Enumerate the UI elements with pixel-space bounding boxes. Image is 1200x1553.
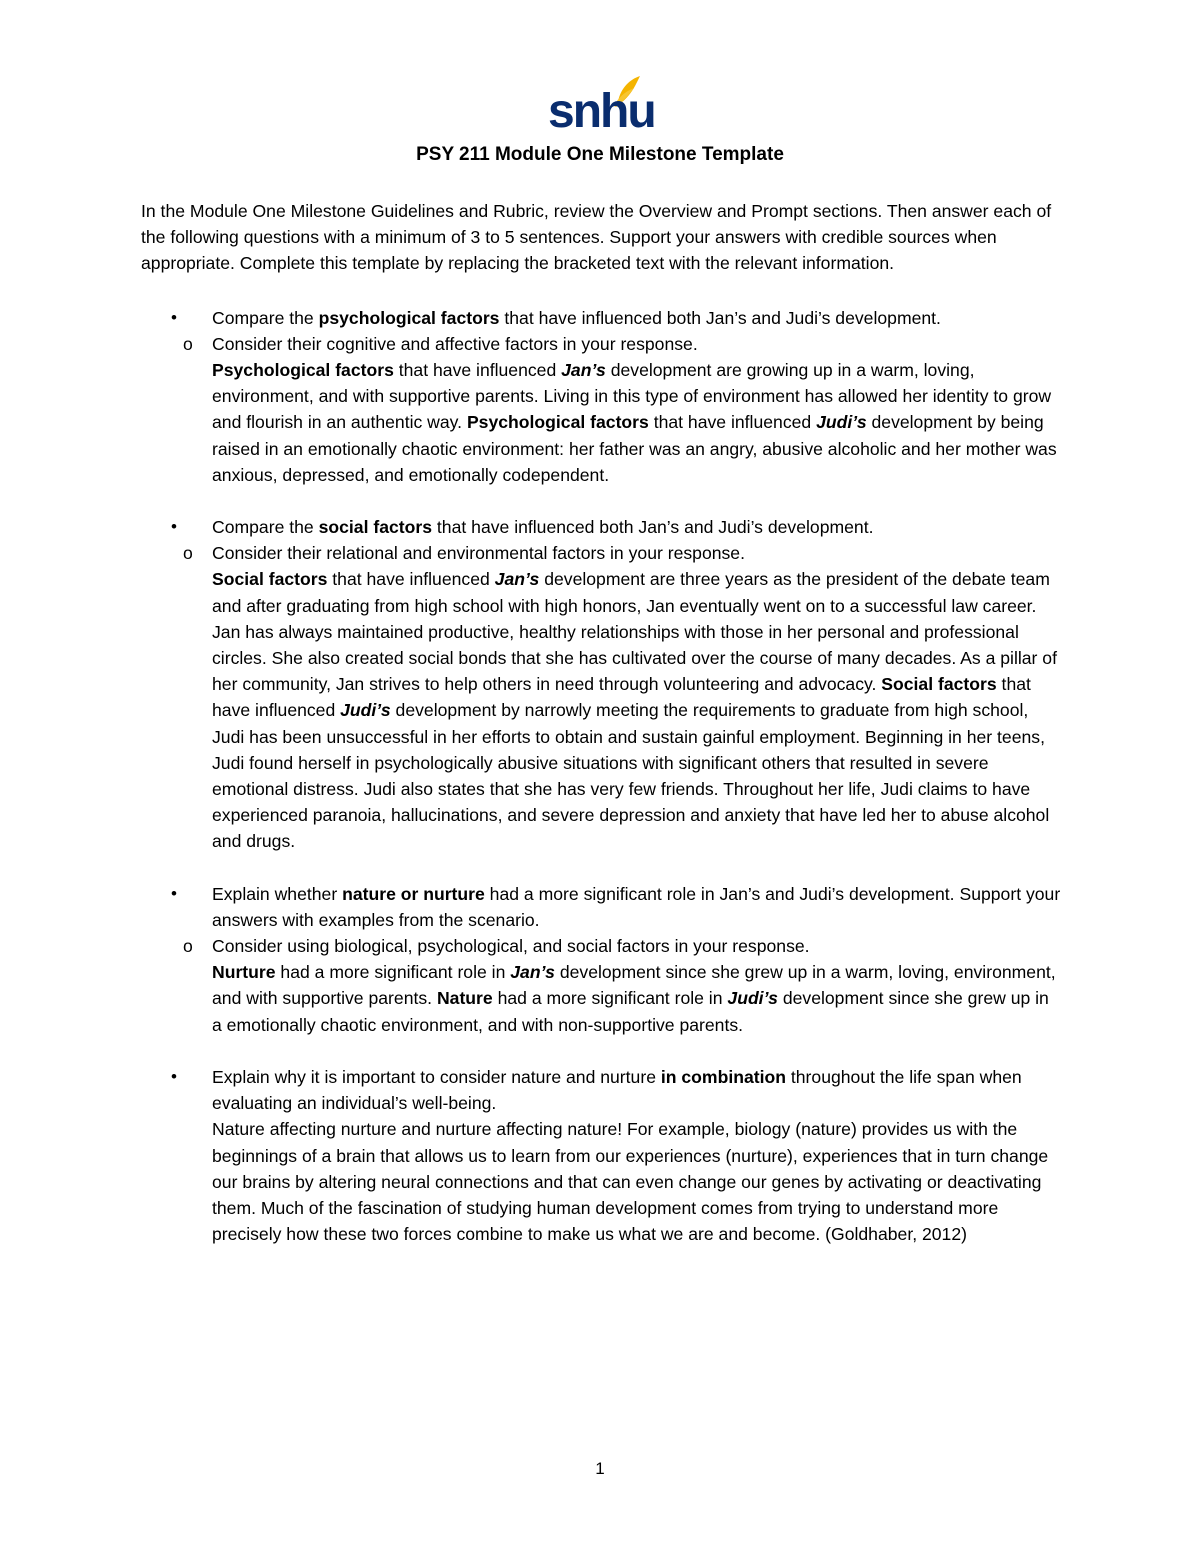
- question-text-bold: social factors: [318, 517, 433, 538]
- answer-text: that have influenced: [327, 569, 495, 590]
- answer-3: [141, 959, 1061, 1038]
- answer-bold: Social factors: [212, 569, 328, 590]
- answer-text: development since she grew up in a emotionally chaotic environment, and with non-supportive parents.: [212, 988, 1049, 1035]
- question-text-bold: nature or nurture: [342, 883, 485, 904]
- sub-prompt-text: Consider using biological, psychological, and social factors in your response.: [212, 936, 810, 957]
- answer-bold: Nature: [436, 988, 493, 1009]
- question-section-2: [141, 514, 1061, 855]
- question-text-post: that have influenced both Jan’s and Judi’s development.: [499, 307, 941, 328]
- answer-bold-italic: Jan’s: [510, 962, 555, 983]
- answer-bold-italic: Judi’s: [816, 412, 867, 433]
- bullet-icon: •: [171, 517, 177, 537]
- question-section-4: [141, 1064, 1061, 1247]
- answer-bold-italic: Judi’s: [727, 988, 778, 1009]
- answer-text: had a more significant role in: [275, 962, 511, 983]
- sub-prompt-3: [141, 933, 1061, 959]
- question-text-pre: Compare the: [212, 307, 319, 328]
- bullet-icon: •: [171, 307, 177, 327]
- sub-bullet-icon: o: [183, 936, 193, 957]
- answer-text: development by narrowly meeting the requirements to graduate from high school, Judi has been unsuccessful in her efforts to obtain and sustain gainful employment. Beginning in her teens, Judi found herself in psychologically abusive situations with significant others that resulted in severe emotional distress. Judi also states that she has very few friends. Throughout her life, Judi claims to have experienced paranoia, hallucinations, and severe depression and anxiety that have led her to abuse alcohol and drugs.: [212, 700, 1050, 852]
- question-4: [141, 1064, 1061, 1116]
- question-text-pre: Explain why it is important to consider nature and nurture: [212, 1066, 661, 1087]
- page-number: 1: [595, 1459, 605, 1478]
- answer-1: [141, 357, 1061, 488]
- answer-text: development are three years as the president of the debate team and after graduating from high school with high honors, Jan eventually went on to a successful law career. Jan has always maintained productive, healthy relationships with those in her personal and professional circles. She also created social bonds that she has cultivated over the course of many decades. As a pillar of her community, Jan strives to help others in need through volunteering and advocacy.: [212, 569, 1057, 695]
- answer-text: development are growing up in a warm, loving, environment, and with supportive parents. Living in this type of environment has allowed her identity to grow and flourish in an authentic way.: [212, 360, 1052, 433]
- sub-prompt-text: Consider their relational and environmental factors in your response.: [212, 543, 745, 564]
- document-body: [141, 198, 1061, 1273]
- question-text-post: throughout the life span when evaluating an individual’s well-being.: [212, 1066, 1022, 1114]
- question-3: [141, 881, 1061, 933]
- answer-text: had a more significant role in: [492, 988, 728, 1009]
- sub-prompt-2: [141, 540, 1061, 566]
- answer-bold-italic: Jan’s: [494, 569, 540, 590]
- page-title: PSY 211 Module One Milestone Template: [416, 144, 784, 165]
- logo-text: snhu: [548, 85, 655, 138]
- question-2: [141, 514, 1061, 540]
- bullet-icon: •: [171, 883, 177, 903]
- sub-bullet-icon: o: [183, 543, 193, 564]
- question-text-bold: in combination: [660, 1066, 786, 1087]
- answer-bold: Psychological factors: [466, 412, 649, 433]
- snhu-logo: [548, 72, 655, 138]
- question-text-post: that have influenced both Jan’s and Judi’s development.: [432, 517, 874, 538]
- sub-bullet-icon: o: [183, 333, 193, 354]
- answer-text: that have influenced: [212, 674, 1031, 721]
- question-section-3: [141, 881, 1061, 1038]
- question-1: [141, 305, 1061, 331]
- answer-text: that have influenced: [648, 412, 817, 433]
- answer-bold-italic: Judi’s: [340, 700, 391, 721]
- answer-2: [141, 566, 1061, 854]
- answer-text: development since she grew up in a warm, loving, environment, and with supportive parents.: [212, 962, 1056, 1009]
- intro-paragraph: In the Module One Milestone Guidelines and Rubric, review the Overview and Prompt sections. Then answer each of the following questions with a minimum of 3 to 5 sentences. Support your answers with credible sources when appropriate. Complete this template by replacing the bracketed text with the relevant information.: [141, 201, 1052, 274]
- question-text-pre: Compare the: [212, 517, 319, 538]
- sub-prompt-text: Consider their cognitive and affective factors in your response.: [212, 333, 698, 354]
- question-text-bold: psychological factors: [318, 307, 500, 328]
- sub-prompt-1: [141, 331, 1061, 357]
- question-text-pre: Explain whether: [212, 883, 343, 904]
- answer-text: development by being raised in an emotionally chaotic environment: her father was an angry, abusive alcoholic and her mother was anxious, depressed, and emotionally codependent.: [212, 412, 1057, 485]
- question-section-1: [141, 305, 1061, 488]
- answer-bold: Psychological factors: [212, 360, 394, 381]
- answer-bold-italic: Jan’s: [561, 360, 606, 381]
- question-text-post: had a more significant role in Jan’s and Judi’s development. Support your answers with examples from the scenario.: [212, 883, 1061, 930]
- answer-bold: Nurture: [212, 962, 276, 983]
- answer-text: that have influenced: [393, 360, 562, 381]
- answer-4: Nature affecting nurture and nurture affecting nature! For example, biology (nature) provides us with the beginnings of a brain that allows us to learn from our experiences (nurture), experiences that in turn change our brains by altering neural connections and that can even change our genes by activating or deactivating them. Much of the fascination of studying human development comes from trying to understand more precisely how these two forces combine to make us what we are and become. (Goldhaber, 2012): [212, 1119, 1049, 1245]
- bullet-icon: •: [171, 1066, 177, 1086]
- answer-bold: Social factors: [881, 674, 997, 695]
